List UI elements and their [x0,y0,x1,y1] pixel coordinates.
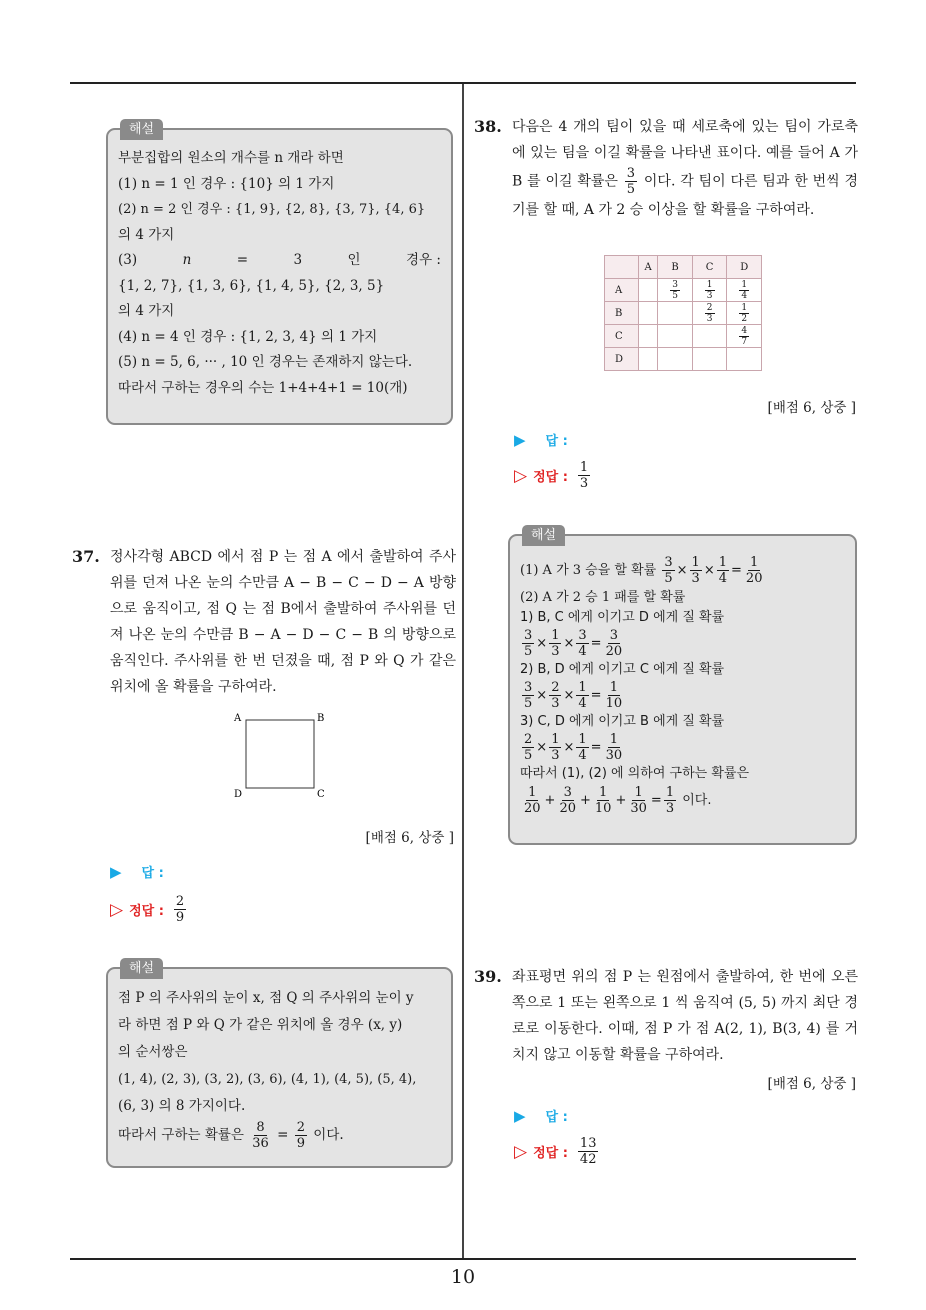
solution-tag: 해설 [120,119,163,140]
correct-answer-fraction: $\frac{1}{3}$ [579,460,589,491]
solution-token: n [182,252,192,268]
solution-text: 이다. [313,1127,344,1143]
fraction: $\frac{2}{5}$ [524,732,533,763]
table-header-row [605,256,762,279]
solution-line: 2) B, D 에게 이기고 C 에게 질 확률 [520,662,725,677]
table-cell [639,302,658,325]
vertex-label-a: A [234,713,242,724]
table-cell [639,325,658,348]
page-number: 10 [450,1266,476,1288]
fraction: $\frac{3}{5}$ [664,555,673,586]
vertex-label-d: D [234,789,243,800]
table-row [605,279,762,302]
solution-line: (1) n = 1 인 경우 : {10} 의 1 가지 [118,175,335,192]
correct-answer-line-39 [514,1136,600,1167]
solution-line: 3) C, D 에게 이기고 B 에게 질 확률 [520,714,725,729]
problem-39 [474,964,858,1068]
cell-fraction: $\frac{1}{3}$ [706,279,713,301]
fraction: $\frac{1}{4}$ [718,555,728,586]
fraction: $\frac{3}{5}$ [524,680,533,711]
problem-number: 37. [72,547,100,566]
fraction: $\frac{3}{20}$ [559,785,576,816]
example-fraction: $\frac{3}{5}$ [626,166,636,197]
fraction: $\frac{1}{3}$ [665,785,675,816]
solution-token: 3 [293,252,303,268]
table-row [605,348,762,371]
table-cell [639,279,658,302]
solution-line: (2) A 가 2 승 1 패를 할 확률 [520,590,686,605]
solution-equation: $\frac{3}{5}$ × $\frac{1}{3}$ × $\frac{3}{4}$ = $\frac{3}{20}$ [524,628,623,659]
fraction: $\frac{8}{36}$ [252,1120,269,1151]
play-icon: ▶ [514,1106,526,1125]
row-header: D [605,348,639,371]
solution-line: (1) A 가 3 승을 할 확률 $\frac{3}{5}$ × $\frac{1}{3}$ × $\frac{1}{4}$ = $\frac{1}{20}$ [520,555,763,586]
cell-fraction: $\frac{3}{5}$ [672,279,678,301]
table-cell [692,325,727,348]
equals-sign: = [277,1127,289,1143]
solution-line: (1, 4), (2, 3), (3, 2), (3, 6), (4, 1), (4, 5), (5, 4), [118,1072,417,1087]
table-cell [658,325,693,348]
fraction: $\frac{1}{20}$ [745,555,763,586]
fraction: $\frac{3}{4}$ [578,628,587,659]
solution-line: {1, 2, 7}, {1, 3, 6}, {1, 4, 5}, {2, 3, 5} [118,277,385,294]
fraction: $\frac{1}{30}$ [605,732,623,763]
solution-text: 따라서 구하는 확률은 [118,1127,244,1143]
solution-box-38 [508,528,857,845]
fraction: $\frac{3}{5}$ [524,628,533,659]
solution-line: 따라서 (1), (2) 에 의하여 구하는 확률은 [520,766,750,781]
problem-number: 38. [474,117,502,136]
correct-answer-line-38 [514,460,592,491]
solution-line: 라 하면 점 P 와 Q 가 같은 위치에 올 경우 (x, y) [118,1017,403,1033]
table-cell [692,302,727,325]
solution-line-justified [118,248,441,274]
fraction: $\frac{1}{3}$ [551,732,560,763]
table-row [605,302,762,325]
square-abcd-figure [230,706,330,802]
vertex-label-b: B [317,713,325,724]
fraction: $\frac{2}{9}$ [296,1120,305,1151]
table-cell [727,302,762,325]
problem-text-part: 다음은 4 개의 팀이 있을 때 세로축에 있는 팀이 가로축에 있는 팀을 이길 확률을 나타낸 표이다. 예를 들어 A 가 B 를 이길 확률은 [512,119,858,190]
solution-line: 점 P 의 주사위의 눈이 x, 점 Q 의 주사위의 눈이 y [118,990,414,1006]
solution-line: (4) n = 4 인 경우 : {1, 2, 3, 4} 의 1 가지 [118,328,378,345]
table-cell [658,302,693,325]
solution-line: 1) B, C 에게 이기고 D 에게 질 확률 [520,610,725,625]
answer-line-38 [514,430,568,449]
column-header: B [658,256,693,279]
fraction: $\frac{1}{4}$ [578,680,587,711]
answer-line-37 [110,862,164,881]
solution-tag: 해설 [120,958,163,979]
solution-token: 경우 : [406,252,441,268]
solution-equation: $\frac{1}{20}$ + $\frac{3}{20}$ + $\frac{1}{10}$ + $\frac{1}{30}$ = $\frac{1}{3}$ 이다. [524,785,712,816]
table-cell [727,279,762,302]
solution-line: 부분집합의 원소의 개수를 n 개라 하면 [118,150,344,166]
footer-rule [70,1258,856,1260]
cell-fraction: $\frac{4}{7}$ [741,325,748,347]
solution-box-37 [106,961,453,1168]
outline-play-icon: ▷ [514,465,528,486]
problem-text-part: 이다. 각 팀이 다른 팀과 한 번씩 경기를 할 때, A 가 2 승 이상을 할 확률을 구하여라. [512,173,858,218]
solution-token: 인 [347,252,361,268]
row-header: C [605,325,639,348]
row-header: A [605,279,639,302]
solution-box-36 [106,122,453,425]
correct-label: 정답 : [129,904,164,919]
column-header: C [692,256,727,279]
problem-text [512,114,858,223]
solution-line: (2) n = 2 인 경우 : {1, 9}, {2, 8}, {3, 7}, {4, 6} [118,202,426,217]
problem-text: 좌표평면 위의 점 P 는 원점에서 출발하여, 한 번에 오른쪽으로 1 또는 왼쪽으로 1 씩 움직여 (5, 5) 까지 최단 경로로 이동한다. 이때, 점 P 가 점 A(2, 1), B(3, 4) 를 거치지 않고 이동할 확률을 구하여라. [512,969,858,1063]
fraction: $\frac{2}{3}$ [551,680,560,711]
play-icon: ▶ [514,430,526,449]
solution-line: 의 4 가지 [118,226,175,243]
table-corner-cell [605,256,639,279]
solution-token: (3) [118,252,138,268]
correct-answer-fraction: $\frac{13}{42}$ [579,1136,597,1167]
correct-answer-fraction: $\frac{2}{9}$ [175,894,185,925]
table-cell [658,348,693,371]
problem-text: 정사각형 ABCD 에서 점 P 는 점 A 에서 출발하여 주사위를 던져 나온 눈의 수만큼 A − B − C − D − A 방향으로 움직이고, 점 Q 는 점 B에서 출발하여 주사위를 던져 나온 눈의 수만큼 B − A − D − C − B 의 방향으로 움직인다. 주사위를 한 번 던졌을 때, 점 P 와 Q 가 같은 위치에 올 확률을 구하여라. [110,549,456,695]
outline-play-icon: ▷ [110,899,124,920]
solution-line: 따라서 구하는 경우의 수는 1+4+4+1 = 10(개) [118,379,408,396]
table-cell [658,279,693,302]
answer-label: 답 : [545,1110,568,1125]
solution-token: = [236,252,249,268]
points-label-37: [배점 6, 상중 ] [365,830,454,846]
column-header: D [727,256,762,279]
fraction: $\frac{1}{3}$ [691,555,700,586]
column-header: A [639,256,658,279]
fraction: $\frac{1}{10}$ [594,785,612,816]
fraction: $\frac{1}{10}$ [605,680,623,711]
correct-label: 정답 : [533,470,568,485]
column-divider [462,84,464,1258]
problem-38 [474,114,858,223]
correct-label: 정답 : [533,1146,568,1161]
cell-fraction: $\frac{1}{2}$ [741,302,748,324]
table-cell [692,348,727,371]
solution-tag: 해설 [522,525,565,546]
vertex-label-c: C [317,789,325,800]
row-header: B [605,302,639,325]
play-icon: ▶ [110,862,122,881]
table-cell [639,348,658,371]
square-shape [246,720,314,788]
cell-fraction: $\frac{2}{3}$ [706,302,713,324]
solution-line: 의 순서쌍은 [118,1044,188,1060]
table-cell [727,325,762,348]
fraction: $\frac{3}{20}$ [605,628,623,659]
solution-line [118,1120,441,1151]
fraction: $\frac{1}{3}$ [551,628,560,659]
table-row [605,325,762,348]
table-cell [692,279,727,302]
table-cell [727,348,762,371]
correct-answer-line-37 [110,894,188,925]
solution-equation: $\frac{2}{5}$ × $\frac{1}{3}$ × $\frac{1}{4}$ = $\frac{1}{30}$ [524,732,623,763]
problem-37 [72,544,456,700]
solution-line: (5) n = 5, 6, ··· , 10 인 경우는 존재하지 않는다. [118,354,413,370]
answer-label: 답 : [141,866,164,881]
solution-line: (6, 3) 의 8 가지이다. [118,1098,246,1114]
solution-text: 이다. [682,793,712,808]
problem-number: 39. [474,967,502,986]
solution-line: 의 4 가지 [118,303,175,319]
fraction: $\frac{1}{30}$ [630,785,647,816]
fraction: $\frac{1}{20}$ [524,785,541,816]
points-label-39: [배점 6, 상중 ] [767,1076,856,1092]
points-label-38: [배점 6, 상중 ] [767,400,856,416]
cell-fraction: $\frac{1}{4}$ [741,279,748,301]
solution-text: (1) A 가 3 승을 할 확률 [520,563,657,578]
fraction: $\frac{1}{4}$ [578,732,587,763]
solution-equation: $\frac{3}{5}$ × $\frac{2}{3}$ × $\frac{1}{4}$ = $\frac{1}{10}$ [524,680,623,711]
win-probability-table [604,255,762,371]
outline-play-icon: ▷ [514,1141,528,1162]
answer-label: 답 : [545,434,568,449]
answer-line-39 [514,1106,568,1125]
